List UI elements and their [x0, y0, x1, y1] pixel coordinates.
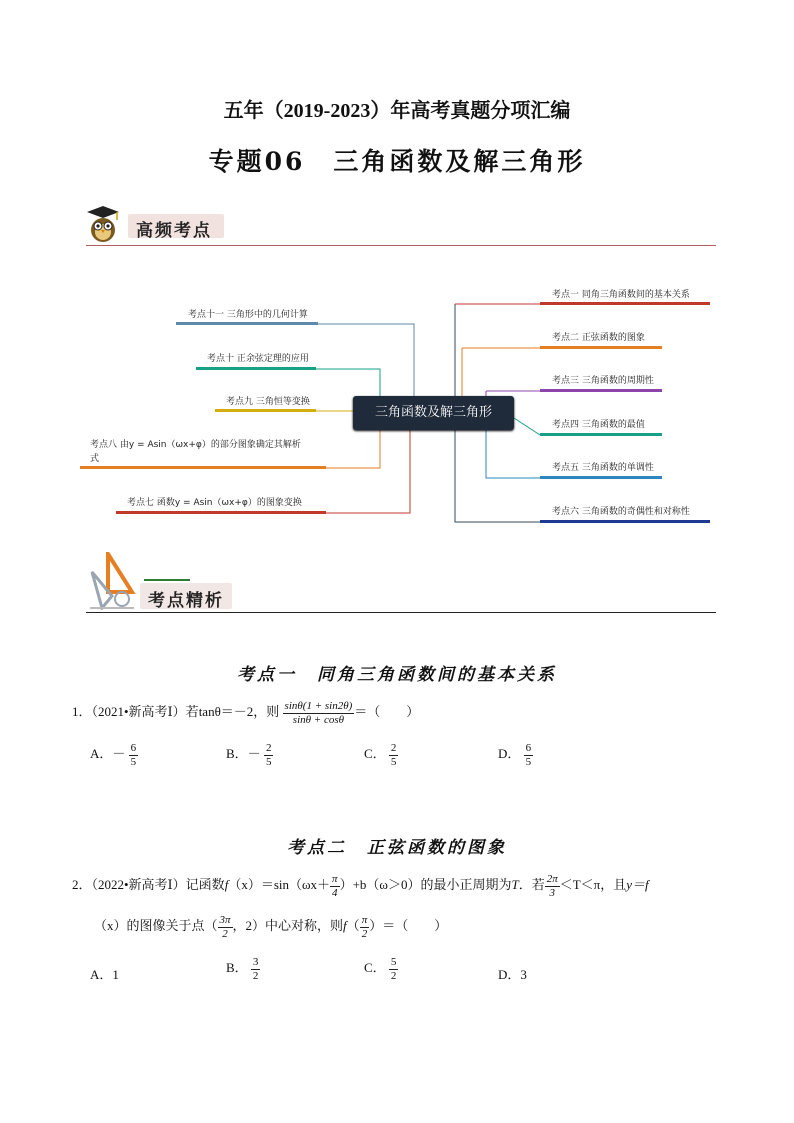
q2-text: ＜T＜π，且	[559, 877, 627, 893]
mindmap-underline-r1	[540, 302, 710, 305]
document-title: 五年（2019-2023）年高考真题分项汇编	[223, 100, 571, 122]
mindmap-node-r3: 考点三 三角函数的周期性	[552, 376, 654, 386]
kp2-title: 考点二 正弦函数的图象	[287, 838, 507, 858]
option-letter: C．	[364, 960, 386, 976]
q1-option-d[interactable]	[498, 742, 533, 768]
q2-text: 2．（2022•新高考Ⅰ）记函数	[72, 877, 225, 893]
mindmap-underline-l11	[176, 322, 318, 325]
q1-condition: tanθ＝－2，则	[198, 704, 280, 720]
frac-den: 5	[525, 755, 532, 768]
mindmap-node-l8-wrap: 式	[90, 454, 100, 464]
question-1	[72, 700, 419, 726]
option-letter: D．	[498, 967, 521, 982]
document-subtitle: 专题06 三角函数及解三角形	[208, 147, 586, 176]
mindmap-node-l10: 考点十 正余弦定理的应用	[207, 354, 309, 364]
mindmap-node-l7: 考点七 函数y = Asin（ωx+φ）的图象变换	[127, 498, 302, 508]
frac-num: 6	[525, 742, 532, 754]
option-fraction	[251, 956, 261, 982]
q2-text: （x）＝sin（ωx＋	[228, 877, 331, 893]
frac-num: 3	[252, 956, 259, 968]
q1-frac-den: sinθ + cosθ	[292, 713, 345, 726]
section-divider-2	[86, 612, 716, 613]
option-fraction	[389, 742, 399, 768]
frac-num: 2π	[546, 873, 558, 885]
mindmap-node-r2: 考点二 正弦函数的图象	[552, 333, 645, 343]
ruler-compass-icon	[86, 552, 138, 610]
mindmap-node-r4: 考点四 三角函数的最值	[552, 420, 645, 430]
frac-den: 2	[222, 927, 228, 940]
option-value: 1	[112, 967, 119, 982]
option-fraction	[264, 742, 274, 768]
option-fraction	[524, 742, 534, 768]
kp1-title: 考点一 同角三角函数间的基本关系	[237, 665, 557, 685]
q2-frac-2pi3	[545, 873, 560, 899]
q2-text: ）+b（ω＞0）的最小正周期为	[339, 877, 512, 893]
frac-num: 6	[130, 742, 137, 754]
option-fraction	[129, 742, 139, 768]
section-heading-analysis: 考点精析	[148, 591, 224, 611]
mindmap-underline-r5	[540, 476, 662, 479]
q1-suffix: ＝（ ）	[354, 704, 420, 720]
mindmap-node-l9: 考点九 三角恒等变换	[226, 397, 310, 407]
option-letter: A．	[90, 967, 113, 982]
option-letter: C．	[364, 746, 386, 762]
question-2-line-1	[72, 873, 649, 899]
mindmap-node-l11: 考点十一 三角形中的几何计算	[188, 310, 308, 320]
mindmap-underline-r6	[540, 520, 710, 523]
q2-option-c[interactable]	[364, 956, 398, 982]
frac-den: 2	[252, 969, 259, 982]
frac-num: 3π	[219, 914, 231, 926]
q2-f: f	[343, 918, 347, 934]
option-letter: A．	[90, 746, 113, 762]
q1-prefix: 1．（2021•新高考Ⅰ）若	[72, 704, 199, 720]
q2-text: ，2）中心对称，则	[232, 918, 344, 934]
q2-text: （x）的图像关于点（	[94, 918, 218, 934]
q2-text: ．若	[518, 877, 545, 893]
frac-den: 2	[361, 927, 368, 940]
mindmap-underline-r4	[540, 433, 662, 436]
q2-option-a[interactable]	[90, 964, 119, 983]
q2-option-d[interactable]	[498, 964, 527, 983]
option-value: 3	[520, 967, 527, 982]
q2-text: y＝f	[626, 877, 649, 893]
option-sign: －	[112, 746, 126, 762]
section-tab-accent	[144, 579, 190, 581]
mindmap-underline-r2	[540, 346, 662, 349]
mindmap-node-r5: 考点五 三角函数的单调性	[552, 463, 654, 473]
section-heading-high-frequency: 高频考点	[136, 221, 212, 241]
mindmap-underline-l10	[196, 367, 316, 370]
frac-den: 2	[390, 969, 397, 982]
q2-frac-pi4	[330, 873, 340, 899]
q1-fraction	[283, 700, 355, 726]
frac-num: π	[361, 914, 368, 926]
q1-frac-num: sinθ(1 + sin2θ)	[284, 700, 353, 712]
frac-den: 5	[130, 755, 137, 768]
question-2-line-2	[94, 914, 447, 940]
q2-text: （	[346, 918, 360, 934]
mindmap-underline-l9	[215, 409, 316, 412]
q1-option-a[interactable]	[90, 742, 138, 768]
mindmap-node-r1: 考点一 同角三角函数间的基本关系	[552, 290, 690, 300]
mindmap-node-r6: 考点六 三角函数的奇偶性和对称性	[552, 507, 690, 517]
frac-den: 5	[390, 755, 397, 768]
option-fraction	[389, 956, 399, 982]
frac-num: 2	[390, 742, 397, 754]
mindmap-center-node: 三角函数及解三角形	[353, 396, 514, 430]
frac-den: 4	[332, 886, 338, 899]
q2-T: T	[511, 877, 519, 893]
option-letter: D．	[498, 746, 521, 762]
option-letter: B．	[226, 746, 248, 762]
q2-option-b[interactable]	[226, 956, 260, 982]
q2-frac-3pi2	[218, 914, 233, 940]
q2-f: f	[224, 877, 229, 893]
mindmap-underline-l7	[116, 511, 326, 514]
mindmap-underline-l8	[80, 466, 326, 469]
q1-option-c[interactable]	[364, 742, 398, 768]
frac-den: 5	[265, 755, 272, 768]
frac-den: 3	[549, 886, 555, 899]
option-sign: －	[247, 746, 261, 762]
frac-num: 5	[390, 956, 397, 968]
q1-option-b[interactable]	[226, 742, 273, 768]
option-letter: B．	[226, 960, 248, 976]
q2-frac-pi2	[360, 914, 370, 940]
frac-num: π	[332, 873, 338, 885]
mindmap-underline-r3	[540, 389, 662, 392]
q2-text: ）＝（ ）	[369, 918, 448, 934]
mindmap-node-l8: 考点八 由y = Asin（ωx+φ）的部分图象确定其解析	[90, 440, 301, 450]
frac-num: 2	[265, 742, 272, 754]
